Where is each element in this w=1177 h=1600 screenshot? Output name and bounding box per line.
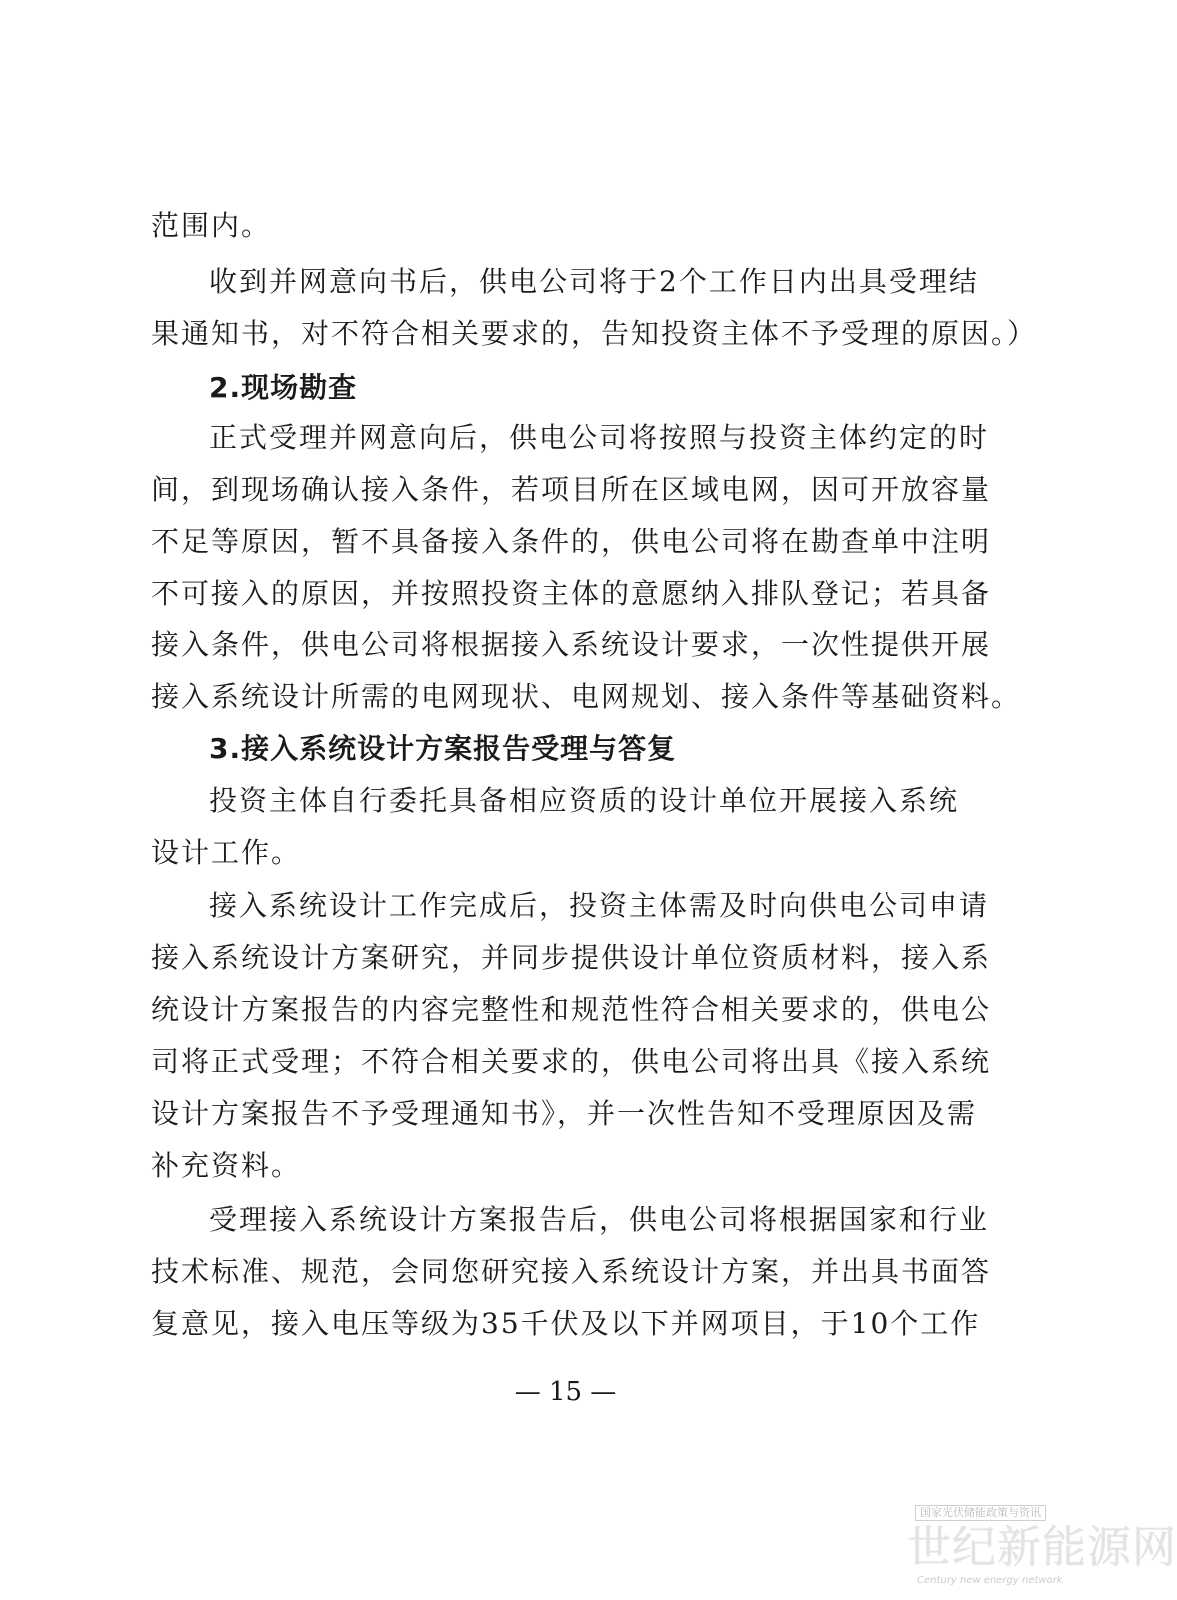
- watermark-tagline: 国家光伏储能政策与资讯: [915, 1505, 1046, 1521]
- section-heading: 2.现场勘查: [209, 371, 358, 404]
- text-line: 接入系统设计所需的电网现状、电网规划、接入条件等基础资料。: [151, 680, 1022, 713]
- text-line: 投资主体自行委托具备相应资质的设计单位开展接入系统: [209, 784, 960, 817]
- page-number: — 15 —: [514, 1377, 617, 1407]
- text-line: 受理接入系统设计方案报告后，供电公司将根据国家和行业: [209, 1203, 990, 1236]
- text-line: 果通知书，对不符合相关要求的，告知投资主体不予受理的原因。）: [151, 317, 1038, 350]
- text-line: 补充资料。: [151, 1149, 302, 1182]
- text-line: 正式受理并网意向后，供电公司将按照与投资主体约定的时: [209, 421, 990, 454]
- text-line: 收到并网意向书后，供电公司将于2个工作日内出具受理结: [209, 265, 979, 298]
- watermark-subtitle: Century new energy network: [917, 1575, 1063, 1586]
- text-line: 设计方案报告不予受理通知书》，并一次性告知不受理原因及需: [151, 1097, 978, 1130]
- text-line: 接入条件，供电公司将根据接入系统设计要求，一次性提供开展: [151, 628, 992, 661]
- text-line: 不可接入的原因，并按照投资主体的意愿纳入排队登记；若具备: [151, 577, 992, 610]
- text-line: 技术标准、规范，会同您研究接入系统设计方案，并出具书面答: [151, 1255, 992, 1288]
- text-line: 接入系统设计工作完成后，投资主体需及时向供电公司申请: [209, 889, 990, 922]
- watermark-logo: [907, 1505, 1177, 1590]
- text-line: 统设计方案报告的内容完整性和规范性符合相关要求的，供电公: [151, 993, 992, 1026]
- text-line: 复意见，接入电压等级为35千伏及以下并网项目，于10个工作: [151, 1307, 981, 1340]
- text-line: 设计工作。: [151, 836, 302, 869]
- section-heading: 3.接入系统设计方案报告受理与答复: [209, 732, 677, 765]
- text-line: 范围内。: [151, 209, 272, 242]
- text-line: 司将正式受理；不符合相关要求的，供电公司将出具《接入系统: [151, 1045, 992, 1078]
- text-line: 不足等原因，暂不具备接入条件的，供电公司将在勘查单中注明: [151, 525, 992, 558]
- watermark-title: 世纪新能源网: [907, 1522, 1177, 1573]
- text-line: 接入系统设计方案研究，并同步提供设计单位资质材料，接入系: [151, 941, 992, 974]
- text-line: 间，到现场确认接入条件，若项目所在区域电网，因可开放容量: [151, 473, 992, 506]
